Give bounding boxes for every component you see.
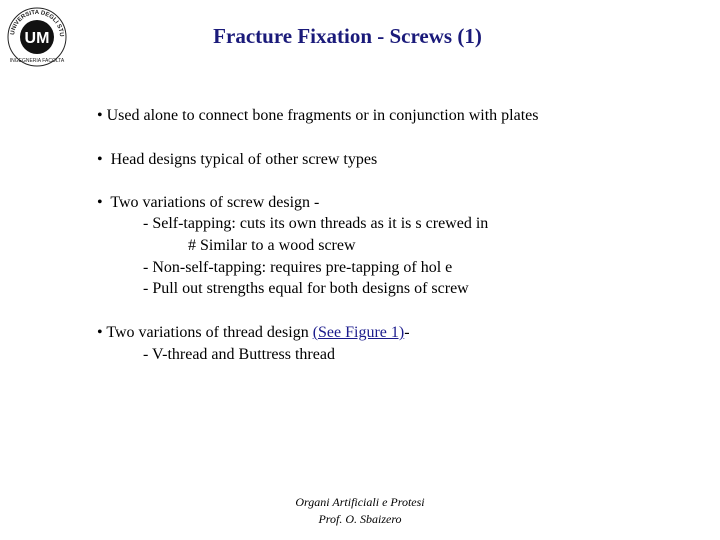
bullet-used-alone: • Used alone to connect bone fragments or in conjunction with plates (97, 107, 539, 124)
sub-self-tapping: - Self-tapping: cuts its own threads as it is s crewed in (143, 215, 489, 232)
sub-non-self-tapping: - Non-self-tapping: requires pre-tapping of hol e (143, 259, 453, 276)
bullet-screw-design: • Two variations of screw design - (97, 194, 320, 211)
bullet-head-designs: • Head designs typical of other screw types (97, 151, 378, 168)
see-figure-link[interactable]: (See Figure 1) (312, 324, 405, 341)
slide-title: Fracture Fixation - Screws (1) (213, 24, 482, 48)
bullet-thread-design (97, 322, 410, 344)
logo-monogram: UM (24, 30, 50, 47)
sub-pull-out: - Pull out strengths equal for both designs of screw (143, 280, 469, 297)
logo-ring-text: UNIVERSITA DEGLI STU (10, 9, 65, 38)
footer-professor: Prof. O. Sbaizero (318, 512, 402, 526)
footer-course: Organi Artificiali e Protesi (295, 495, 425, 509)
logo-sub-text: INGEGNERIA FACOLTA (9, 58, 65, 64)
thread-prefix: • Two variations of thread design (97, 324, 313, 341)
thread-suffix: - (404, 324, 410, 341)
sub-wood-screw: # Similar to a wood screw (188, 237, 356, 254)
footer (230, 494, 490, 528)
sub-thread-types: - V-thread and Buttress thread (143, 346, 335, 363)
